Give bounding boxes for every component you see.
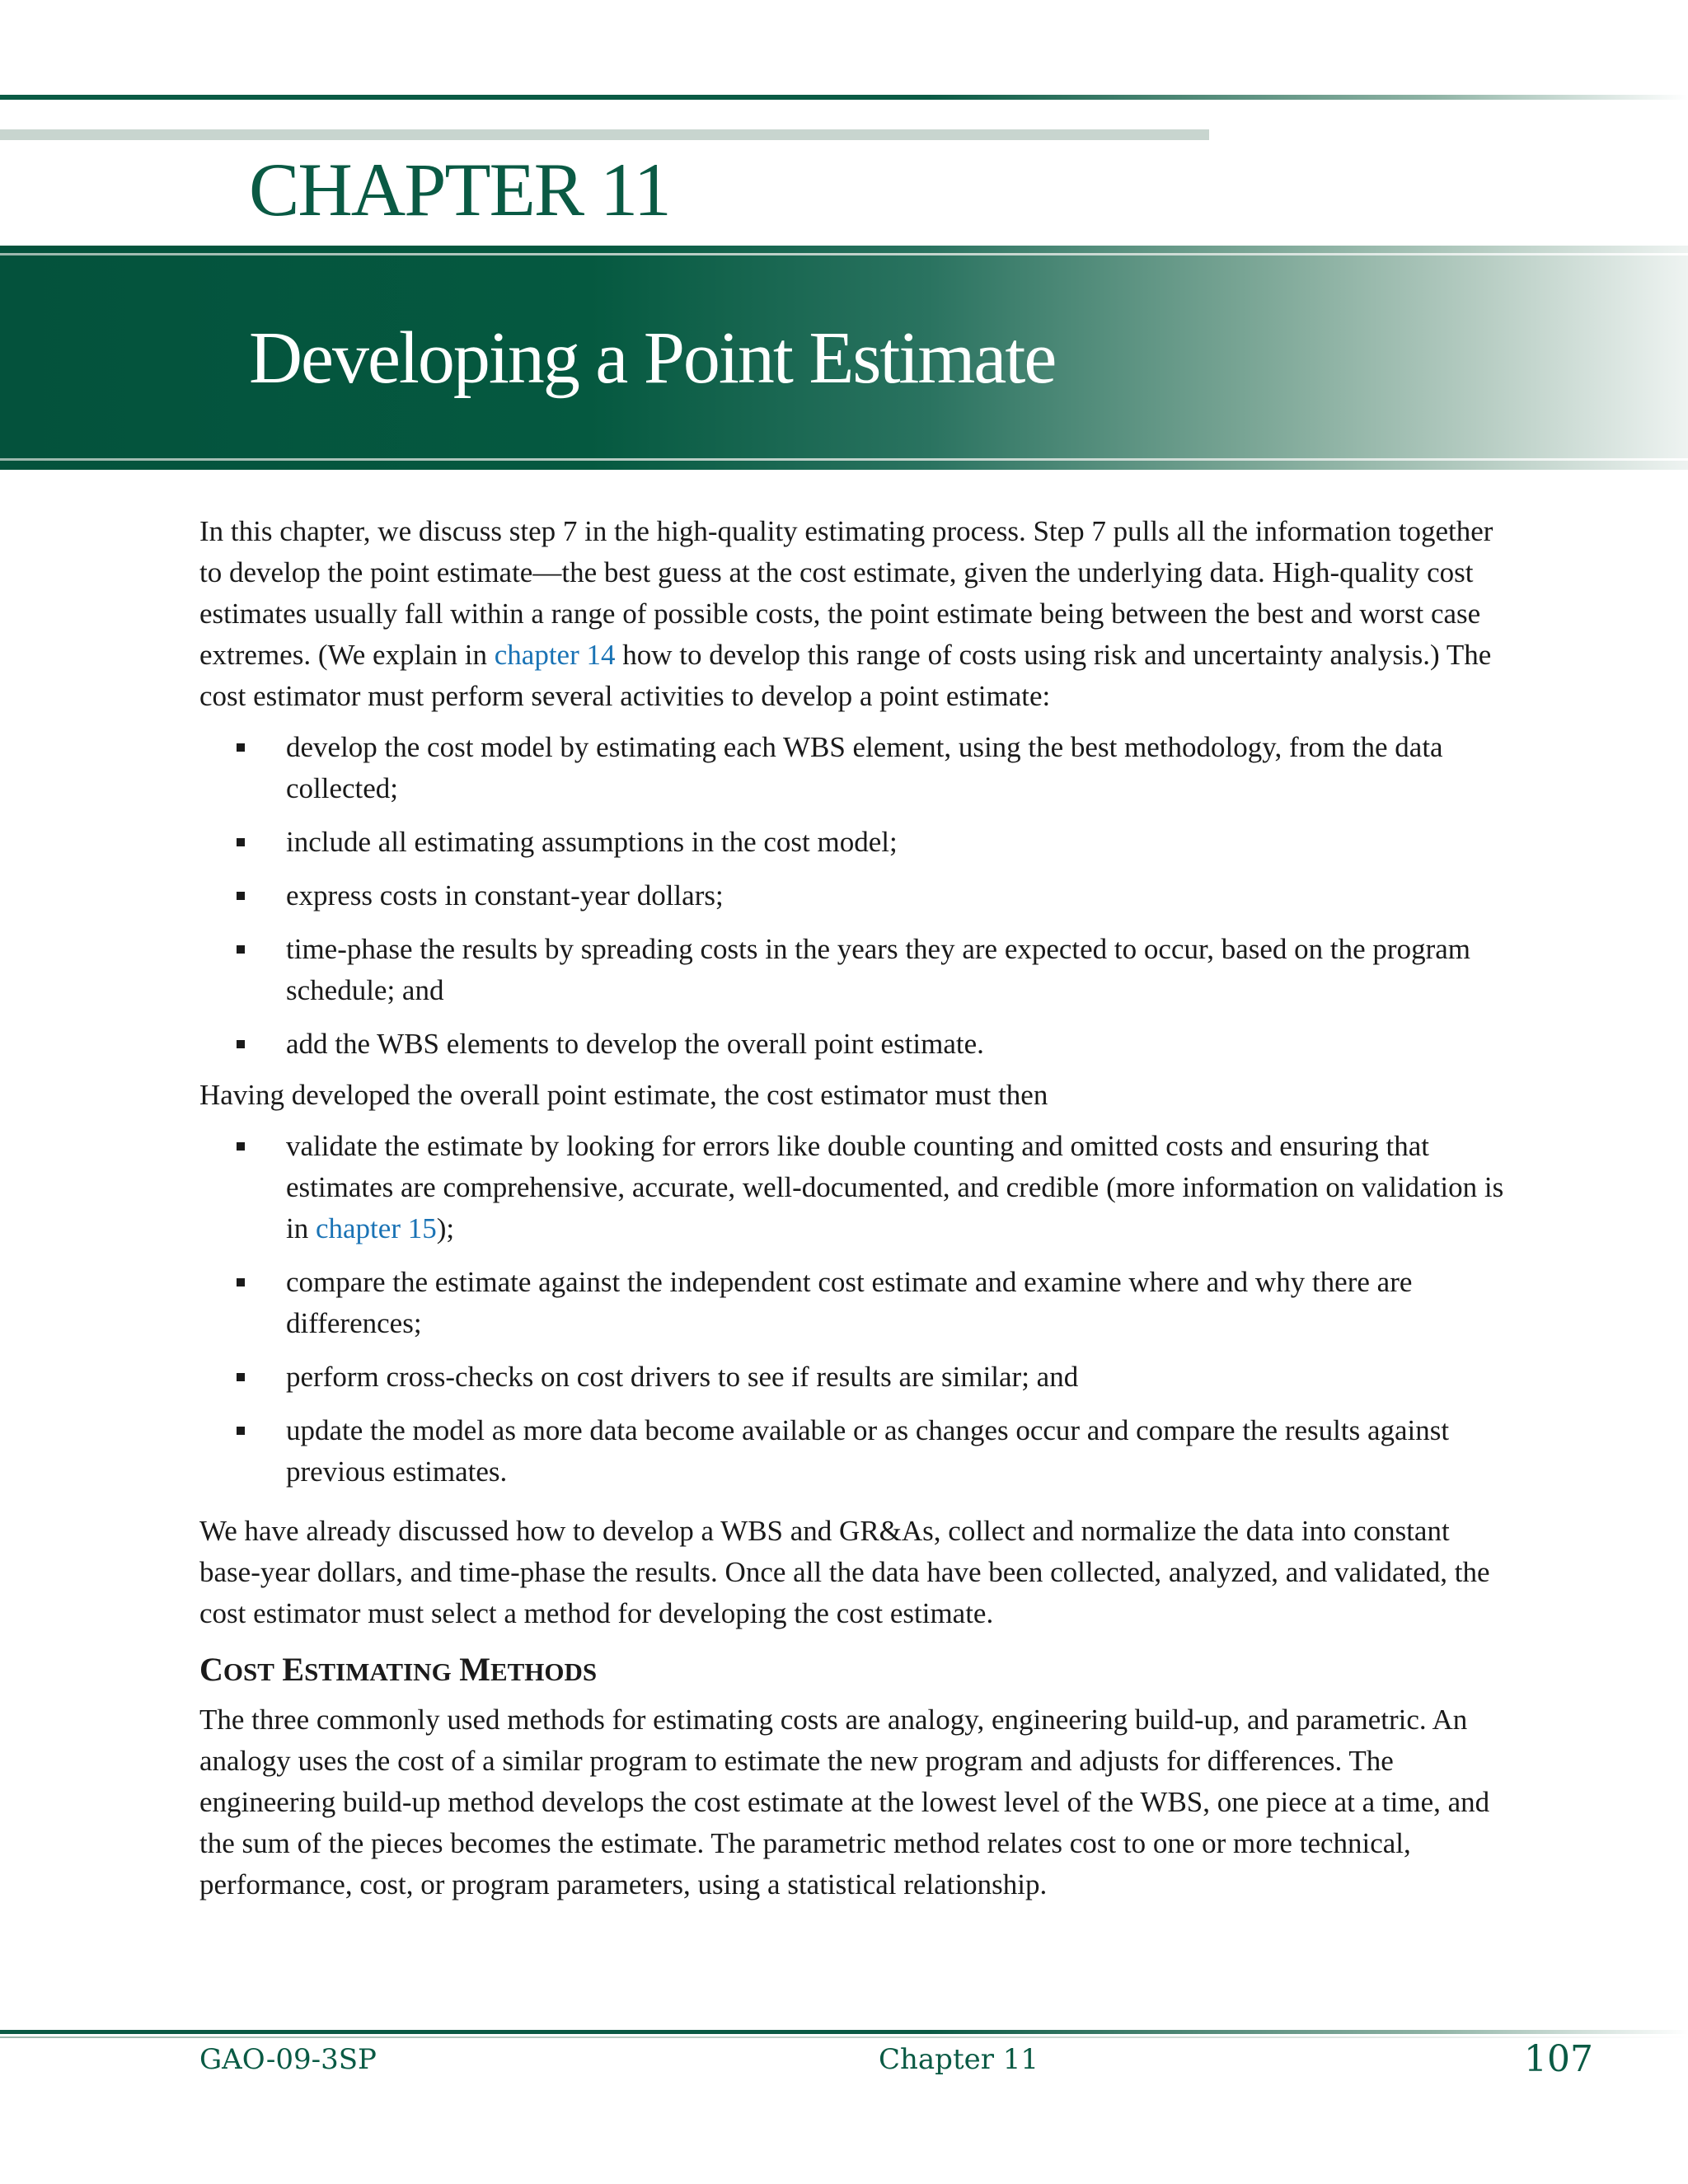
banner-top-line — [0, 253, 1688, 255]
list-item: develop the cost model by estimating each WBS element, using the best methodology, from the data collected; — [199, 727, 1510, 809]
bullet-icon — [237, 838, 245, 846]
intro-paragraph — [199, 511, 1510, 717]
intro-text-1: In this chapter, we discuss step 7 in the high-quality estimating process. Step 7 pulls all the information together to develop the point estimate—the best guess at the cost estimate, given the underlying data. High-quality cost estimates usually fall within a range of possible costs, the point estimate being between the best and worst case extremes. (We explain in — [199, 515, 1493, 671]
list-item: compare the estimate against the independent cost estimate and examine where and why there are differences; — [199, 1262, 1510, 1344]
section-heading: COST ESTIMATING METHODS — [199, 1651, 598, 1688]
footer-chapter: Chapter 11 — [879, 2043, 1039, 2076]
then-list — [199, 1126, 1510, 1493]
then-paragraph: Having developed the overall point estimate, the cost estimator must then — [199, 1079, 1048, 1111]
bullet-icon — [237, 1373, 245, 1381]
header-top-rule — [0, 95, 1688, 100]
methods-paragraph: The three commonly used methods for estimating costs are analogy, engineering build-up, and parametric. An analogy uses the cost of a similar program to estimate the new program and adjusts for differences. The engineering build-up method develops the cost estimate at the lowest level of the WBS, one piece at a time, and the sum of the pieces becomes the estimate. The parametric method relates cost to one or more technical, performance, cost, or program parameters, using a statistical relationship. — [199, 1704, 1490, 1900]
bullet-icon — [237, 1142, 245, 1151]
list-item: validate the estimate by looking for errors like double counting and omitted costs and ensuring that estimates are comprehensive, accurate, well-documented, and credible (more information on validation is in chapter 15); — [199, 1126, 1510, 1249]
chapter-title: Developing a Point Estimate — [249, 317, 1056, 399]
bullet-icon — [237, 743, 245, 752]
list-item: express costs in constant-year dollars; — [199, 875, 1510, 916]
footer-rule-thin — [0, 2036, 1688, 2038]
list-item: add the WBS elements to develop the overall point estimate. — [199, 1024, 1510, 1065]
chapter-body — [199, 511, 1510, 1919]
list-item: time-phase the results by spreading costs in the years they are expected to occur, based on the program schedule; and — [199, 929, 1510, 1011]
chapter-label: CHAPTER 11 — [249, 148, 670, 232]
chapter-14-link[interactable]: chapter 14 — [494, 639, 616, 671]
intro-text-2: how to develop this range of costs using risk and uncertainty analysis.) The cost estimator must perform several activities to develop a point estimate: — [199, 639, 1492, 712]
bullet-icon — [237, 1040, 245, 1048]
page-number: 107 — [1524, 2038, 1593, 2080]
list-item: perform cross-checks on cost drivers to see if results are similar; and — [199, 1357, 1510, 1398]
chapter-15-link[interactable]: chapter 15 — [315, 1212, 437, 1244]
list-item: update the model as more data become available or as changes occur and compare the results against previous estimates. — [199, 1410, 1510, 1493]
bullet-icon — [237, 945, 245, 954]
banner-bottom-line — [0, 458, 1688, 461]
bullet-icon — [237, 1278, 245, 1286]
bullet-icon — [237, 892, 245, 900]
footer-rule — [0, 2030, 1688, 2034]
activities-list — [199, 727, 1510, 1065]
header-grey-bar — [0, 129, 1209, 140]
already-paragraph: We have already discussed how to develop a WBS and GR&As, collect and normalize the data into constant base-year dollars, and time-phase the results. Once all the data have been collected, analyzed, and validated, the cost estimator must select a method for developing the cost estimate. — [199, 1515, 1490, 1629]
list-item: include all estimating assumptions in the cost model; — [199, 822, 1510, 863]
bullet-icon — [237, 1427, 245, 1435]
footer-doc-id: GAO-09-3SP — [199, 2043, 377, 2076]
